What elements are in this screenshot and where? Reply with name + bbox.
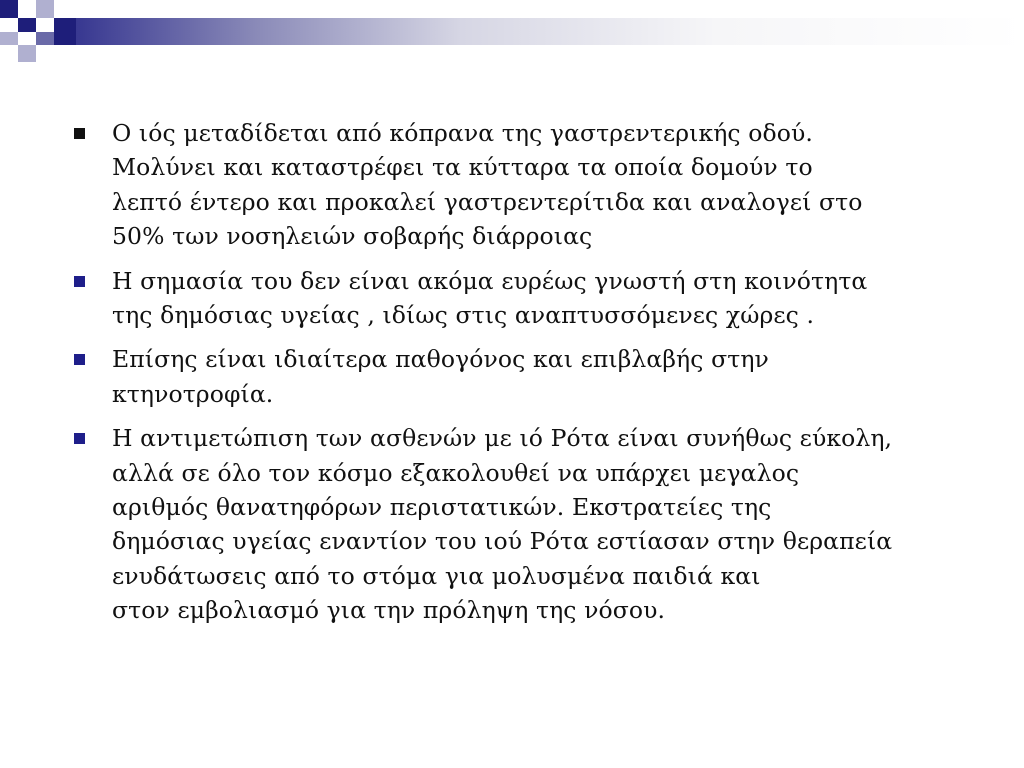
- bullet-text: Ο ιός μεταδίδεται από κόπρανα της γαστρεντερικής οδού. Μολύνει και καταστρέφει τα κύτταρα τα οποία δομούν το λεπτό έντερο και προκαλεί γαστρεντερίτιδα και αναλογεί στο 50% των νοσηλειών σοβαρής διάρροιας: [112, 119, 863, 251]
- decorative-squares-icon: [0, 0, 80, 70]
- bullet-item-4: [74, 421, 984, 627]
- header-gradient-band: [0, 18, 1024, 45]
- square-bullet-icon: [74, 276, 85, 287]
- bullet-item-1: [74, 116, 984, 254]
- square-bullet-icon: [74, 354, 85, 365]
- bullet-text: Η αντιμετώπιση των ασθενών με ιό Ρότα είναι συνήθως εύκολη, αλλά σε όλο τον κόσμο εξακολουθεί να υπάρχει μεγαλος αριθμός θανατηφόρων περιστατικών. Εκστρατείες της δημόσιας υγείας εναντίον του ιού Ρότα εστίασαν στην θεραπεία ενυδάτωσεις από το στόμα για μολυσμένα παιδιά και στον εμβολιασμό για την πρόληψη της νόσου.: [112, 424, 893, 625]
- bullet-item-3: [74, 342, 984, 411]
- square-bullet-icon: [74, 433, 85, 444]
- square-bullet-icon: [74, 128, 85, 139]
- slide-content: [74, 116, 984, 638]
- bullet-list: [74, 116, 984, 628]
- bullet-text: Η σημασία του δεν είναι ακόμα ευρέως γνωστή στη κοινότητα της δημόσιας υγείας , ιδίως στις αναπτυσσόμενες χώρες .: [112, 266, 868, 330]
- bullet-text: Επίσης είναι ιδιαίτερα παθογόνος και επιβλαβής στην κτηνοτροφία.: [112, 345, 769, 408]
- bullet-item-2: [74, 264, 984, 333]
